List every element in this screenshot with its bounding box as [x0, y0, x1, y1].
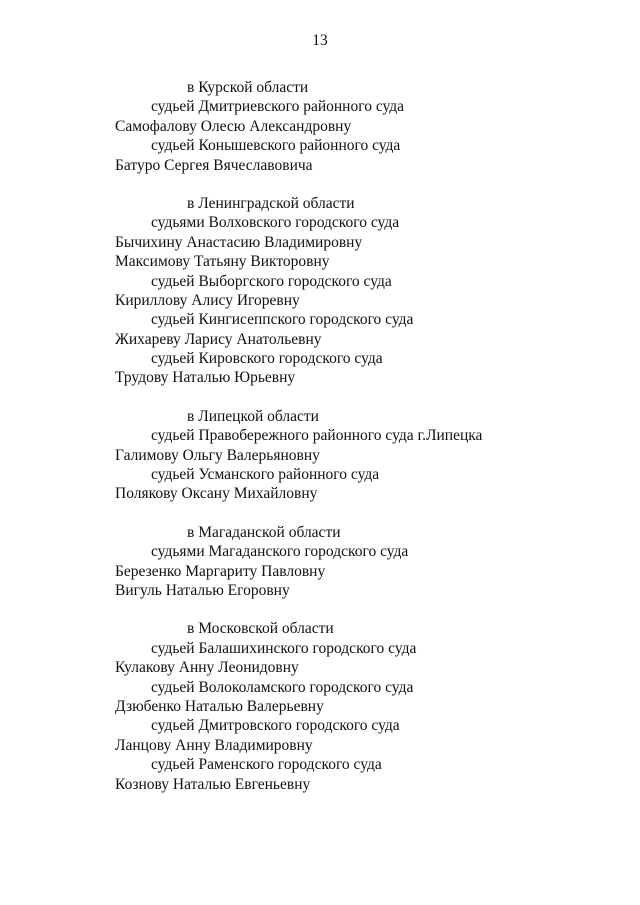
court-line: судьями Волховского городского суда [151, 214, 400, 232]
court-line: судьей Правобережного районного суда г.Липецка [151, 427, 483, 445]
appointments-list [115, 78, 615, 813]
judge-name: Кириллову Алису Игоревну [115, 291, 300, 309]
judge-name: Дзюбенко Наталью Валерьевну [115, 697, 324, 715]
court-line: судьей Кингисеппского городского суда [151, 311, 414, 329]
judge-name: Кознову Наталью Евгеньевну [115, 775, 311, 793]
court-line: судьей Волоколамского городского суда [151, 678, 414, 696]
court-line: судьями Магаданского городского суда [151, 543, 409, 561]
court-line: судьей Кировского городского суда [151, 350, 383, 368]
region-heading: в Московской области [187, 620, 334, 638]
judge-name: Жихареву Ларису Анатольевну [115, 330, 322, 348]
judge-name: Березенко Маргариту Павловну [115, 562, 326, 580]
judge-name: Самофалову Олесю Александровну [115, 117, 352, 135]
judge-name: Галимову Ольгу Валерьяновну [115, 446, 320, 464]
court-line: судьей Раменского городского суда [151, 756, 382, 774]
court-line: судьей Дмитровского городского суда [151, 717, 400, 735]
court-line: судьей Конышевского районного суда [151, 137, 401, 155]
judge-name: Бычихину Анастасию Владимировну [115, 233, 363, 251]
region-section [115, 523, 615, 601]
region-section [115, 407, 615, 504]
judge-name: Кулакову Анну Леонидовну [115, 659, 299, 677]
court-line: судьей Выборгского городского суда [151, 272, 392, 290]
region-heading: в Магаданской области [187, 523, 341, 541]
court-line: судьей Балашихинского городского суда [151, 639, 417, 657]
region-heading: в Липецкой области [187, 407, 319, 425]
region-heading: в Курской области [187, 79, 309, 96]
region-heading: в Ленинградской области [187, 194, 355, 212]
judge-name: Полякову Оксану Михайловну [115, 485, 318, 503]
region-section [115, 619, 615, 794]
region-section [115, 78, 615, 175]
region-section [115, 194, 615, 388]
judge-name: Трудову Наталью Юрьевну [115, 369, 296, 387]
judge-name: Вигуль Наталью Егоровну [115, 581, 290, 599]
court-line: судьей Усманского районного суда [151, 466, 380, 484]
judge-name: Ланцову Анну Владимировну [115, 736, 313, 754]
judge-name: Максимову Татьяну Викторовну [115, 253, 330, 271]
court-line: судьей Дмитриевского районного суда [151, 98, 405, 116]
page-number: 13 [312, 32, 328, 49]
judge-name: Батуро Сергея Вячеславовича [115, 156, 313, 174]
